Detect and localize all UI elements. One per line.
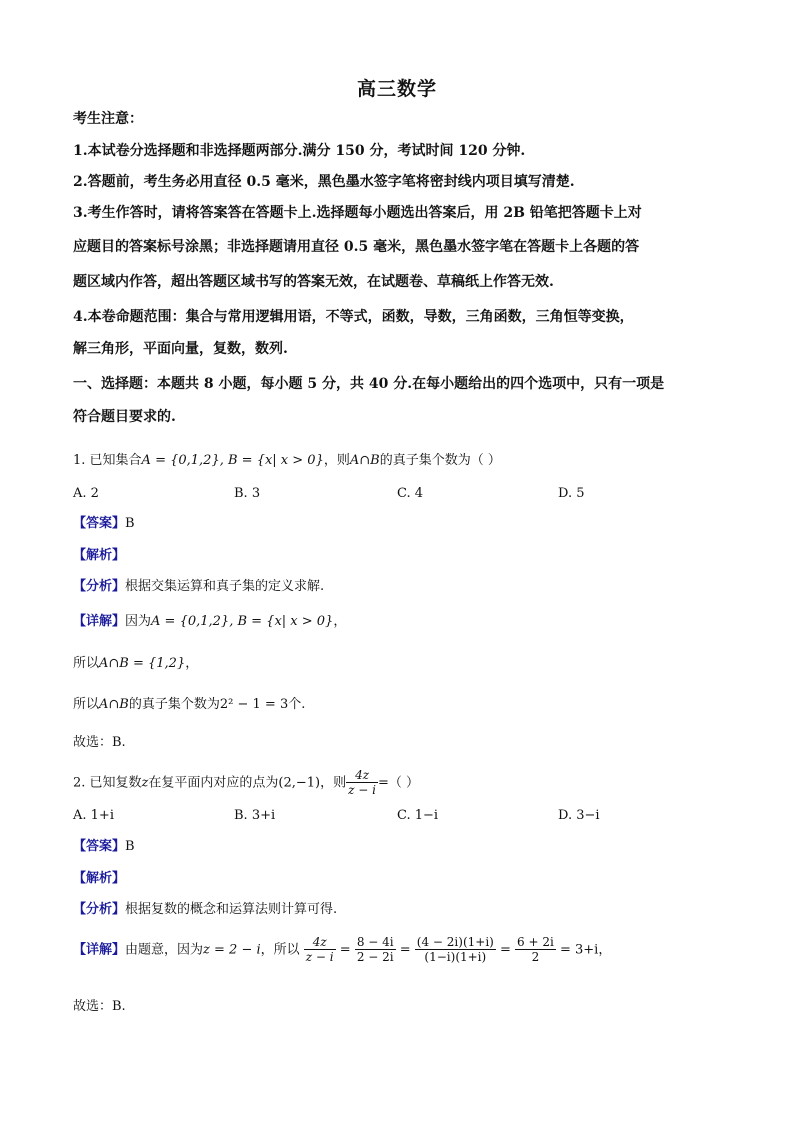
q1-step3-calc: 2² − 1 = 3 bbox=[219, 697, 289, 712]
page-title: 高三数学 bbox=[356, 78, 437, 100]
q1-suffix: ，则 bbox=[323, 453, 350, 468]
section-heading-line1: 一、选择题：本题共 8 小题，每小题 5 分，共 40 分.在每小题给出的四个选项中，只有一项是 bbox=[73, 376, 665, 392]
notice-item-3a: 3.考生作答时，请将答案答在答题卡上.选择题每小题选出答案后，用 2B 铅笔把答题卡上对 bbox=[73, 205, 642, 221]
q1-fenxi-tag: 【分析】 bbox=[73, 579, 126, 594]
q1-step3-pre: 所以 bbox=[73, 697, 100, 712]
q1-step3-expr: A∩B bbox=[99, 697, 129, 712]
notice-heading: 考生注意： bbox=[73, 111, 143, 127]
q2-f4-num: 6 + 2i bbox=[517, 935, 554, 949]
q2-f2-num: 8 − 4i bbox=[356, 935, 394, 949]
notice-item-4b: 解三角形，平面向量，复数，数列. bbox=[73, 341, 288, 357]
section-heading-line2: 符合题目要求的. bbox=[73, 409, 176, 425]
q1-option-a: A. 2 bbox=[73, 486, 99, 501]
q2-analysis-tag: 【解析】 bbox=[73, 871, 126, 886]
notice-item-3b: 应题目的答案标号涂黑；非选择题请用直径 0.5 毫米，黑色墨水签字笔在答题卡上各题的答 bbox=[73, 239, 640, 255]
q2-detail-tag: 【详解】 bbox=[73, 942, 126, 958]
q1-answer-value: B bbox=[125, 516, 135, 531]
q1-conclusion: 故选：B. bbox=[73, 735, 126, 750]
q1-analysis bbox=[73, 549, 125, 562]
q1-answer bbox=[73, 517, 135, 530]
q2-f1-den: z − i bbox=[305, 950, 334, 965]
q2-detail-pre: 由题意，因为 bbox=[125, 942, 204, 958]
q1-detail-pre: 因为 bbox=[125, 614, 152, 629]
notice-item-4a: 4.本卷命题范围：集合与常用逻辑用语，不等式，函数，导数，三角函数，三角恒等变换， bbox=[73, 309, 634, 325]
q2-answer-tag: 【答案】 bbox=[73, 839, 126, 854]
q2-frac-num: 4z bbox=[346, 768, 378, 783]
q1-analysis-tag: 【解析】 bbox=[73, 548, 126, 563]
q1-step2 bbox=[73, 657, 198, 670]
q2-frac-1 bbox=[304, 935, 336, 965]
q1-set-a: A = {0,1,2} bbox=[141, 453, 220, 468]
q1-option-b: B. 3 bbox=[234, 486, 261, 501]
q1-detail-sets: A = {0,1,2}, B = {x| x > 0} bbox=[151, 614, 334, 629]
q2-prefix: 2. 已知复数 bbox=[73, 775, 142, 791]
q2-detail-z: z = 2 − i bbox=[203, 942, 261, 958]
q1-expr: A∩B bbox=[349, 453, 380, 468]
q2-option-c: C. 1−i bbox=[397, 808, 439, 823]
q1-detail bbox=[73, 615, 346, 628]
notice-item-1: 1.本试卷分选择题和非选择题两部分.满分 150 分，考试时间 120 分钟. bbox=[73, 143, 526, 159]
q1-step2-pre: 所以 bbox=[73, 656, 100, 671]
q2-mid: 在复平面内对应的点为 bbox=[148, 775, 279, 791]
q2-frac-3 bbox=[415, 935, 496, 965]
q2-f4-den: 2 bbox=[531, 950, 540, 965]
q1-prefix: 1. 已知集合 bbox=[73, 453, 142, 468]
q2-answer-value: B bbox=[125, 839, 135, 854]
q1-option-d: D. 5 bbox=[558, 486, 585, 501]
q2-stem bbox=[73, 768, 419, 798]
q2-f2-den: 2 − 2i bbox=[356, 950, 394, 965]
q2-fenxi-tag: 【分析】 bbox=[73, 902, 126, 917]
q2-fenxi bbox=[73, 903, 337, 916]
q2-option-d: D. 3−i bbox=[558, 808, 600, 823]
q2-frac-4 bbox=[515, 935, 556, 965]
q2-detail bbox=[73, 935, 611, 965]
q2-eq-sign-1: = bbox=[339, 942, 351, 958]
q2-fenxi-text: 根据复数的概念和运算法则计算可得. bbox=[125, 902, 338, 917]
q1-fenxi-text: 根据交集运算和真子集的定义求解. bbox=[125, 579, 325, 594]
q1-option-c: C. 4 bbox=[397, 486, 424, 501]
q2-mid2: ，则 bbox=[320, 775, 347, 791]
q2-point: (2,−1) bbox=[278, 775, 321, 791]
q1-tail: 的真子集个数为（ ） bbox=[379, 453, 501, 468]
q2-f3-den: (1−i)(1+i) bbox=[424, 950, 487, 965]
q2-option-a: A. 1+i bbox=[73, 808, 114, 823]
q1-detail-tag: 【详解】 bbox=[73, 614, 126, 629]
q2-option-b: B. 3+i bbox=[234, 808, 276, 823]
q1-step2-post: ， bbox=[185, 656, 199, 671]
notice-item-2: 2.答题前，考生务必用直径 0.5 毫米，黑色墨水签字笔将密封线内项目填写清楚. bbox=[73, 174, 575, 190]
q2-eq-sign-2: = bbox=[399, 942, 411, 958]
q2-f3-num: (4 − 2i)(1+i) bbox=[416, 935, 494, 949]
notice-item-3c: 题区域内作答，超出答题区域书写的答案无效，在试题卷、草稿纸上作答无效. bbox=[73, 274, 554, 290]
q2-frac-2 bbox=[355, 935, 396, 965]
q1-fenxi bbox=[73, 580, 324, 593]
q2-tail: =（ ） bbox=[378, 775, 420, 791]
q1-step3-post: 个. bbox=[288, 697, 306, 712]
q1-set-b: , B = {x| x > 0} bbox=[219, 453, 324, 468]
q2-z: z bbox=[141, 775, 149, 791]
q2-detail-post: ， bbox=[598, 942, 612, 958]
q1-step2-expr: A∩B = {1,2} bbox=[99, 656, 186, 671]
q2-eq-sign-3: = bbox=[499, 942, 511, 958]
q2-result: = 3+i bbox=[559, 942, 599, 958]
q1-answer-tag: 【答案】 bbox=[73, 516, 126, 531]
q2-answer bbox=[73, 840, 135, 853]
q2-fraction bbox=[346, 768, 378, 798]
q1-step3 bbox=[73, 698, 305, 711]
q2-conclusion: 故选：B. bbox=[73, 999, 126, 1014]
q2-f1-num: 4z bbox=[304, 935, 336, 950]
q1-detail-post: ， bbox=[333, 614, 347, 629]
q2-detail-mid: ，所以 bbox=[260, 942, 300, 958]
q1-stem bbox=[73, 454, 501, 467]
q2-frac-den: z − i bbox=[348, 783, 376, 798]
q1-step3-mid: 的真子集个数为 bbox=[128, 697, 220, 712]
q2-analysis bbox=[73, 872, 125, 885]
